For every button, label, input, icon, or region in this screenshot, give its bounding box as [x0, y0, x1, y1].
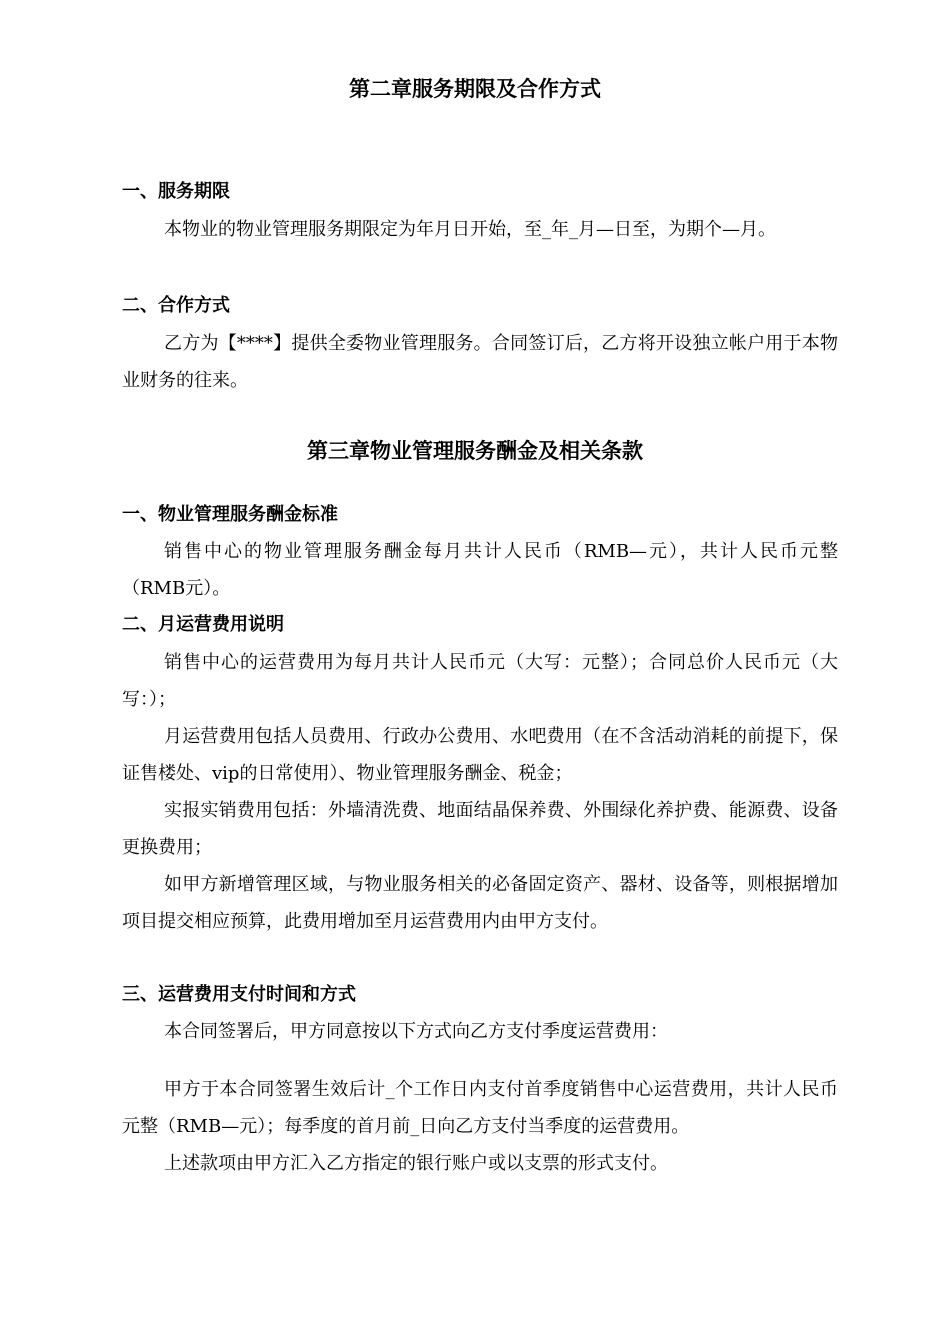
service-term-paragraph: 本物业的物业管理服务期限定为年月日开始，至_年_月—日至，为期个—月。: [164, 219, 776, 240]
chapter-3-title: 第三章物业管理服务酬金及相关条款: [307, 439, 643, 463]
cooperation-paragraph: 乙方为【****】提供全委物业管理服务。合同签订后，乙方将开设独立帐户用于本物业财务的往来。: [122, 333, 838, 391]
fee-standard-paragraph: 销售中心的物业管理服务酬金每月共计人民币（RMB—元），共计人民币元整（RMB元）。: [122, 541, 838, 599]
section-monthly-cost-heading: 二、月运营费用说明: [122, 614, 284, 635]
section-service-term-heading: 一、服务期限: [122, 181, 230, 202]
monthly-cost-paragraph-2: 月运营费用包括人员费用、行政办公费用、水吧费用（在不含活动消耗的前提下，保证售楼处、vip的日常使用）、物业管理服务酬金、税金；: [122, 726, 838, 784]
payment-paragraph-2: 甲方于本合同签署生效后计_个工作日内支付首季度销售中心运营费用，共计人民币元整（RMB—元）；每季度的首月前_日向乙方支付当季度的运营费用。: [122, 1079, 838, 1137]
section-payment-heading: 三、运营费用支付时间和方式: [122, 984, 356, 1005]
section-fee-standard-heading: 一、物业管理服务酬金标准: [122, 504, 338, 525]
section-cooperation-heading: 二、合作方式: [122, 295, 230, 316]
payment-paragraph-3: 上述款项由甲方汇入乙方指定的银行账户或以支票的形式支付。: [164, 1153, 668, 1174]
monthly-cost-paragraph-4: 如甲方新增管理区域，与物业服务相关的必备固定资产、器材、设备等，则根据增加项目提交相应预算，此费用增加至月运营费用内由甲方支付。: [122, 874, 838, 932]
monthly-cost-paragraph-1: 销售中心的运营费用为每月共计人民币元（大写：元整）；合同总价人民币元（大写：）；: [122, 652, 838, 710]
payment-paragraph-1: 本合同签署后，甲方同意按以下方式向乙方支付季度运营费用：: [164, 1021, 668, 1042]
chapter-2-title: 第二章服务期限及合作方式: [349, 77, 601, 101]
monthly-cost-paragraph-3: 实报实销费用包括：外墙清洗费、地面结晶保养费、外围绿化养护费、能源费、设备更换费用；: [122, 800, 838, 858]
